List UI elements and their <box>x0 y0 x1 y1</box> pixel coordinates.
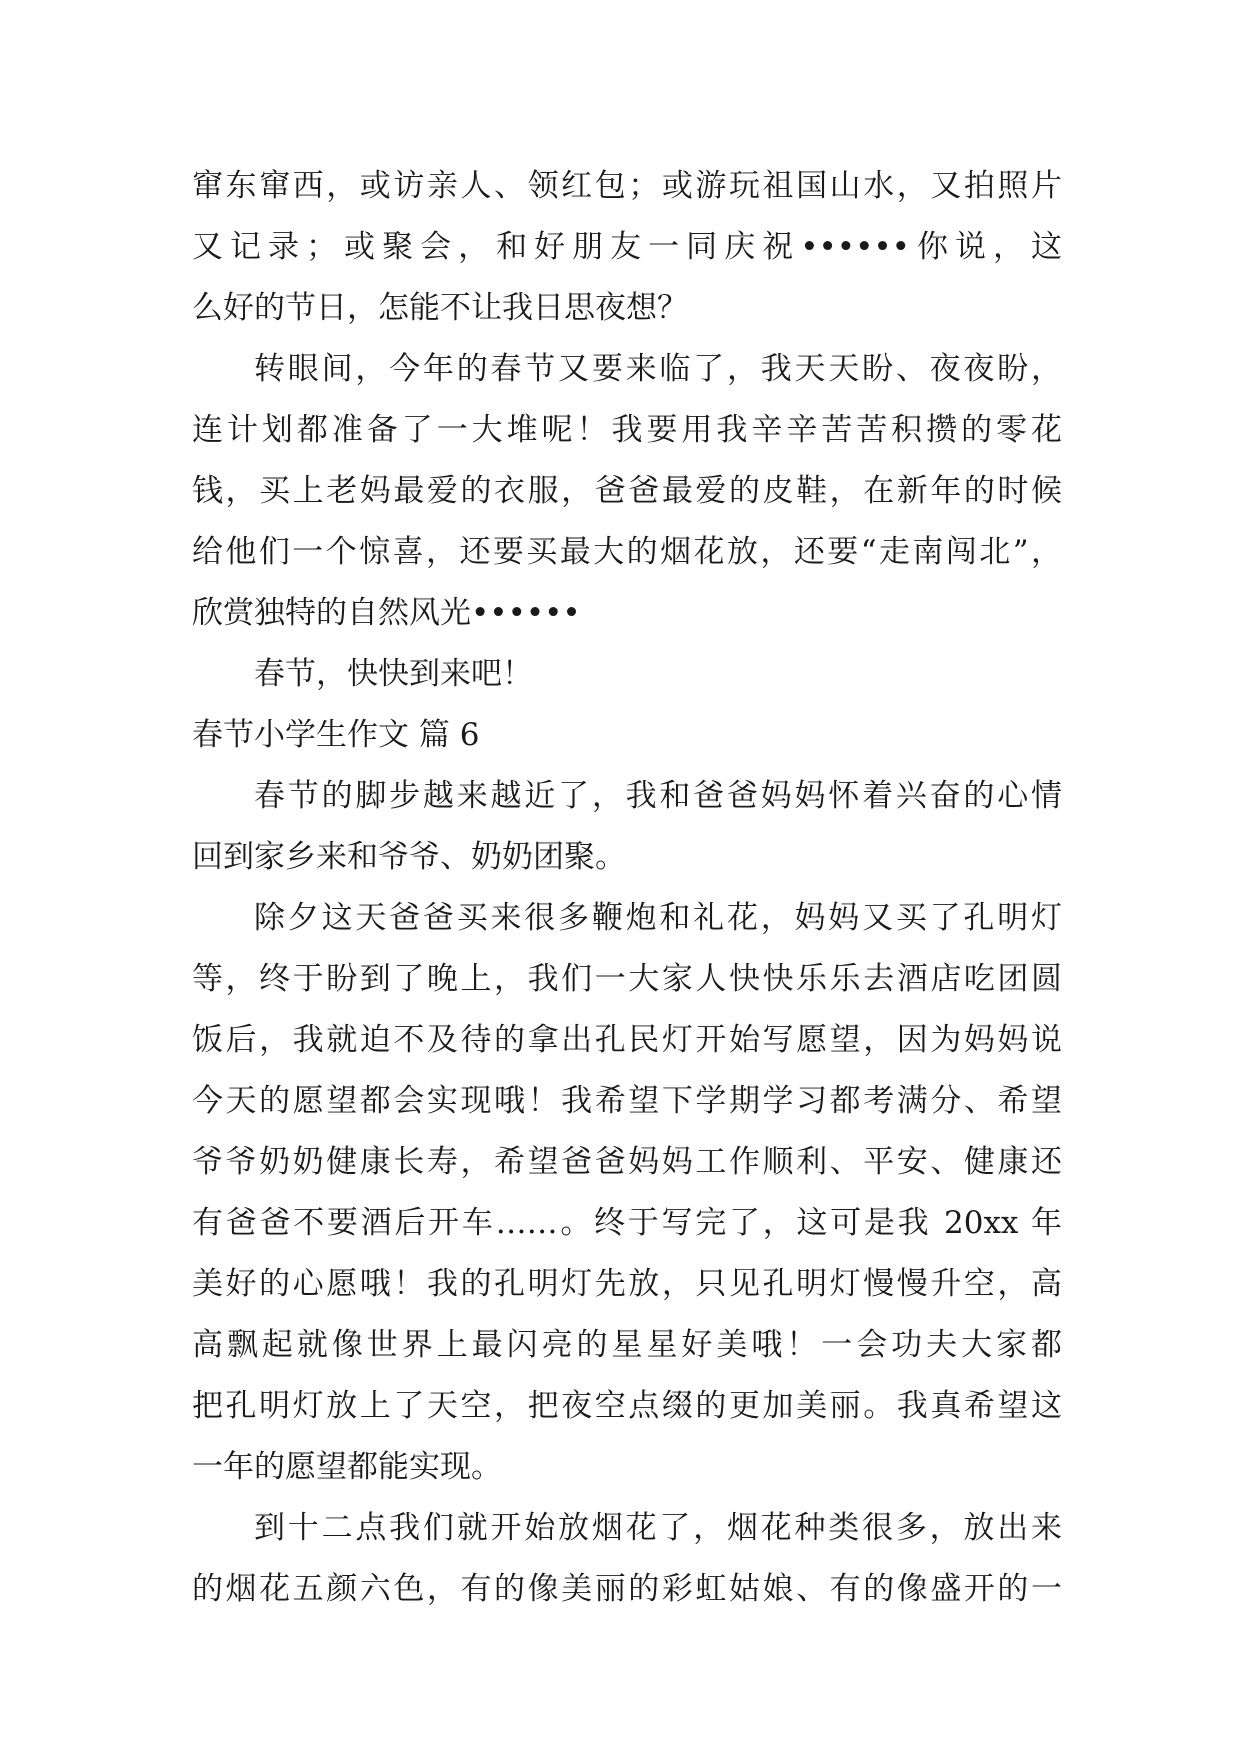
text-line: 除夕这天爸爸买来很多鞭炮和礼花，妈妈又买了孔明灯 <box>254 900 1062 936</box>
text-line: 饭后，我就迫不及待的拿出孔民灯开始写愿望，因为妈妈说 <box>192 1022 1062 1058</box>
paragraph <box>192 766 1062 888</box>
text-line: 转眼间，今年的春节又要来临了，我天天盼、夜夜盼， <box>254 351 1062 387</box>
text-line: 春节，快快到来吧！ <box>254 656 533 692</box>
text-line: 高飘起就像世界上最闪亮的星星好美哦！一会功夫大家都 <box>192 1327 1062 1363</box>
text-line: 一年的愿望都能实现。 <box>192 1449 502 1485</box>
text-line: 有爸爸不要酒后开车……。终于写完了，这可是我 20xx 年 <box>192 1205 1062 1241</box>
text-line: 又记录；或聚会，和好朋友一同庆祝••••••你说，这 <box>192 229 1062 265</box>
paragraph <box>192 156 1062 339</box>
text-line: 到十二点我们就开始放烟花了，烟花种类很多，放出来 <box>254 1510 1062 1546</box>
text-line: 窜东窜西，或访亲人、领红包；或游玩祖国山水，又拍照片 <box>192 168 1062 204</box>
paragraph <box>192 339 1062 644</box>
text-line: 钱，买上老妈最爱的衣服，爸爸最爱的皮鞋，在新年的时候 <box>192 473 1062 509</box>
text-line: 回到家乡来和爷爷、奶奶团聚。 <box>192 839 626 875</box>
paragraph <box>192 888 1062 1498</box>
document-page <box>192 156 1062 1620</box>
text-line: 把孔明灯放上了天空，把夜空点缀的更加美丽。我真希望这 <box>192 1388 1062 1424</box>
text-line: 欣赏独特的自然风光•••••• <box>192 595 581 631</box>
paragraph <box>192 1498 1062 1620</box>
paragraph <box>192 644 1062 705</box>
section-heading: 春节小学生作文 篇 6 <box>192 717 480 753</box>
text-line: 爷爷奶奶健康长寿，希望爸爸妈妈工作顺利、平安、健康还 <box>192 1144 1062 1180</box>
text-line: 美好的心愿哦！我的孔明灯先放，只见孔明灯慢慢升空，高 <box>192 1266 1062 1302</box>
text-line: 连计划都准备了一大堆呢！我要用我辛辛苦苦积攒的零花 <box>192 412 1062 448</box>
text-line: 的烟花五颜六色，有的像美丽的彩虹姑娘、有的像盛开的一 <box>192 1571 1062 1607</box>
text-line: 今天的愿望都会实现哦！我希望下学期学习都考满分、希望 <box>192 1083 1062 1119</box>
text-line: 春节的脚步越来越近了，我和爸爸妈妈怀着兴奋的心情 <box>254 778 1062 814</box>
text-line: 么好的节日，怎能不让我日思夜想？ <box>192 290 688 326</box>
text-line: 等，终于盼到了晚上，我们一大家人快快乐乐去酒店吃团圆 <box>192 961 1062 997</box>
text-line: 给他们一个惊喜，还要买最大的烟花放，还要“走南闯北”， <box>192 534 1062 570</box>
